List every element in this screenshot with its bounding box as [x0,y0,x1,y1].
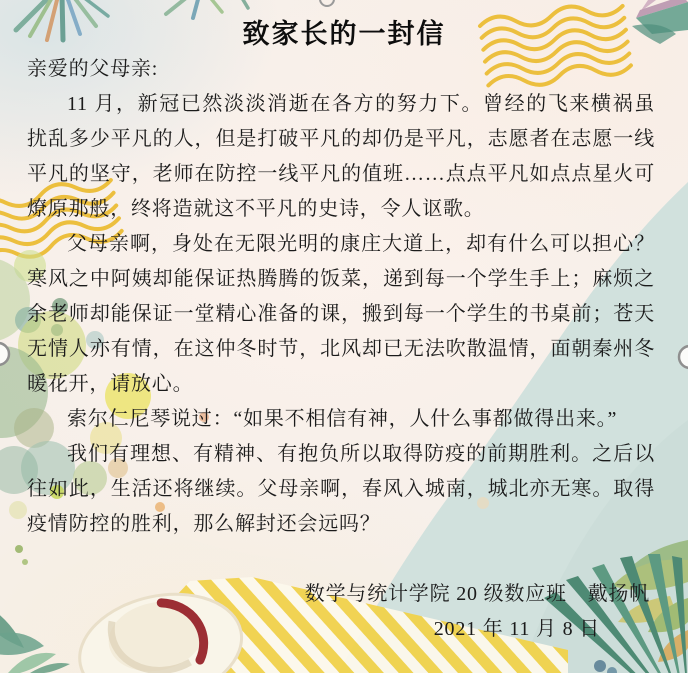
page-title: 致家长的一封信 [242,19,446,49]
date-line: 2021 年 11 月 8 日 [433,618,600,640]
paragraph-1: 11 月，新冠已然淡淡消逝在各方的努力下。曾经的飞来横祸虽扰乱多少平凡的人，但是打破平凡的却仍是平凡，志愿者在志愿一线平凡的坚守，老师在防控一线平凡的值班……点点平凡如点点星火可燎原那般，终将造就这不平凡的史诗，令人讴歌。 [27,93,655,220]
paragraph-4: 我们有理想、有精神、有抱负所以取得防疫的前期胜利。之后以往如此，生活还将继续。父母亲啊，春风入城南，城北亦无寒。取得疫情防控的胜利，那么解封还会远吗？ [27,443,655,535]
letter-body [27,52,655,647]
salutation: 亲爱的父母亲: [27,58,159,80]
signature-line: 数学与统计学院 20 级数应班 戴扬帆 [304,583,650,605]
paragraph-2: 父母亲啊，身处在无限光明的康庄大道上，却有什么可以担心？寒风之中阿姨却能保证热腾腾的饭菜，递到每一个学生手上；麻烦之余老师却能保证一堂精心准备的课，搬到每一个学生的书桌前；苍天无情人亦有情，在这仲冬时节，北风却已无法吹散温情，面朝秦州冬暖花开，请放心。 [27,233,655,395]
paragraph-3: 索尔仁尼琴说过：“如果不相信有神，人什么事都做得出来。” [67,408,618,430]
